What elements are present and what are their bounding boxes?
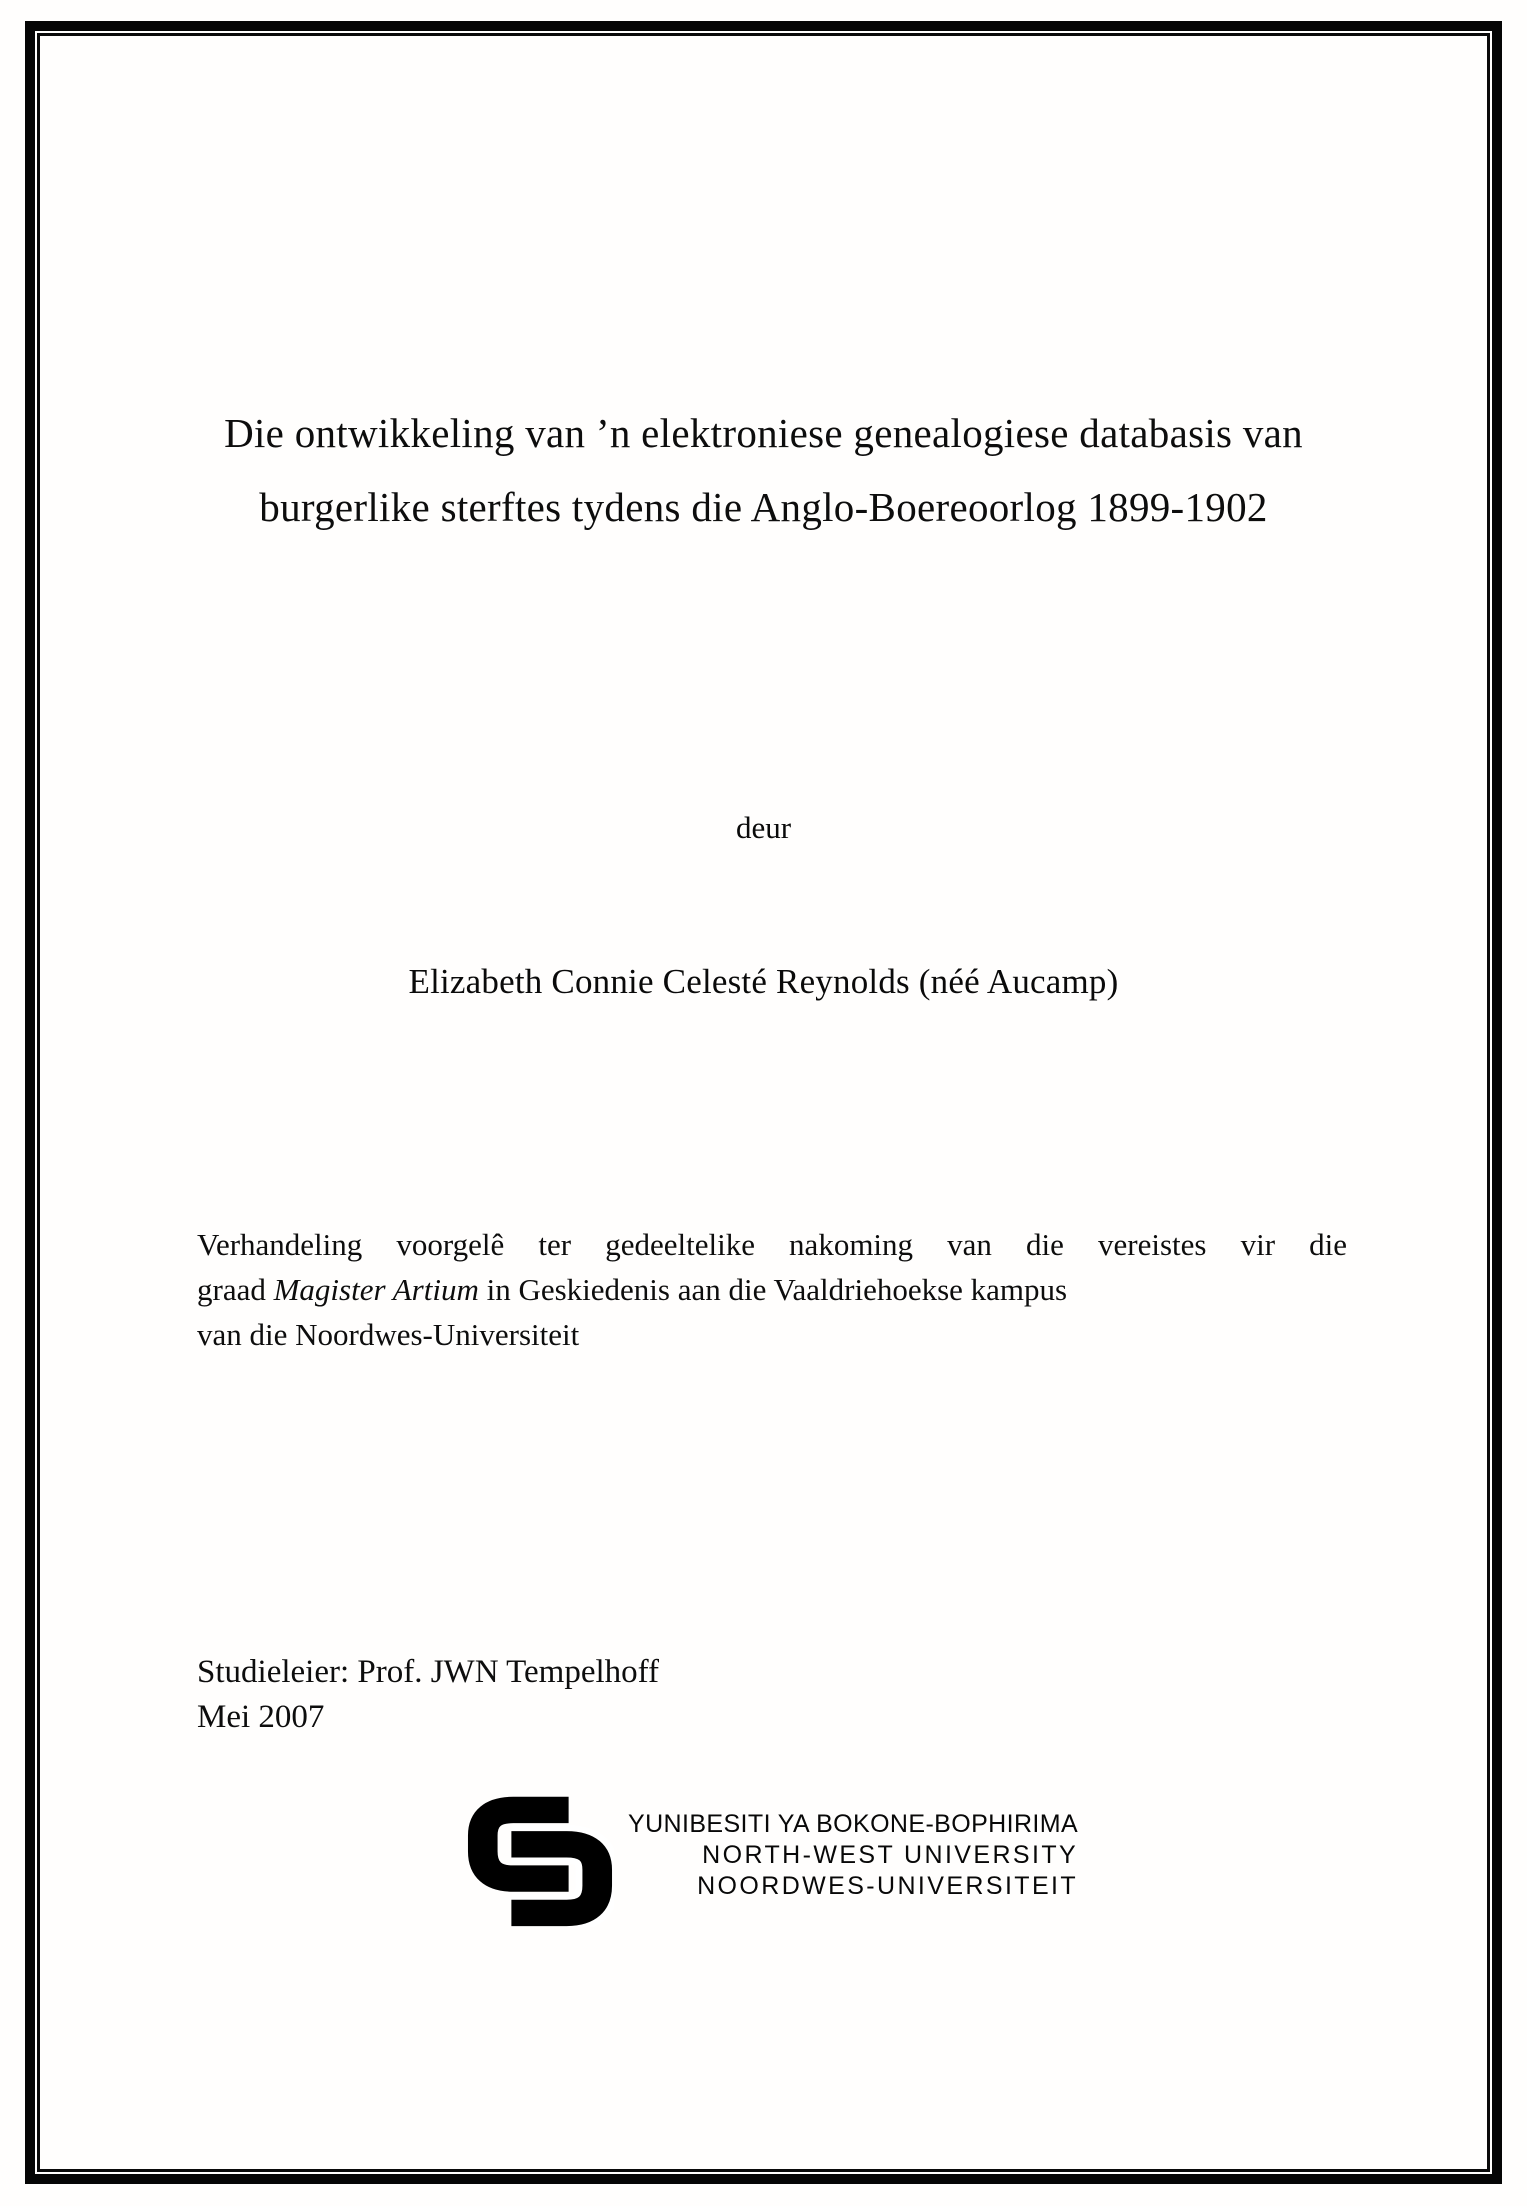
nwu-interlocked-links-icon (466, 1795, 614, 1927)
supervisor-block (197, 1650, 659, 1740)
author-name: Elizabeth Connie Celesté Reynolds (néé Aucamp) (408, 962, 1119, 1001)
thesis-title-line-2: burgerlike sterftes tydens die Anglo-Boereoorlog 1899-1902 (259, 484, 1268, 530)
statement-line-2 (197, 1267, 1347, 1312)
logo-line-english: NORTH-WEST UNIVERSITY (702, 1841, 1079, 1869)
statement-line-2-prefix: graad (197, 1272, 274, 1307)
university-logo (466, 1795, 1078, 1927)
statement-line-2-suffix: in Geskiedenis aan die Vaaldriehoekse kampus (478, 1272, 1068, 1307)
logo-line-setswana: YUNIBESITI YA BOKONE-BOPHIRIMA (628, 1810, 1079, 1838)
byline: deur (735, 810, 792, 845)
statement-degree-name: Magister Artium (273, 1272, 479, 1307)
logo-text (628, 1809, 1078, 1902)
thesis-title (130, 396, 1397, 544)
degree-statement (197, 1222, 1347, 1357)
logo-line-afrikaans: NOORDWES-UNIVERSITEIT (697, 1872, 1079, 1900)
thesis-title-line-1: Die ontwikkeling van ’n elektroniese genealogiese databasis van (224, 410, 1303, 456)
supervisor-line: Studieleier: Prof. JWN Tempelhoff (197, 1654, 660, 1690)
statement-line-1: Verhandeling voorgelê ter gedeeltelike nakoming van die vereistes vir die (197, 1227, 1347, 1262)
date-line: Mei 2007 (197, 1699, 325, 1735)
statement-line-3: van die Noordwes-Universiteit (197, 1317, 580, 1352)
